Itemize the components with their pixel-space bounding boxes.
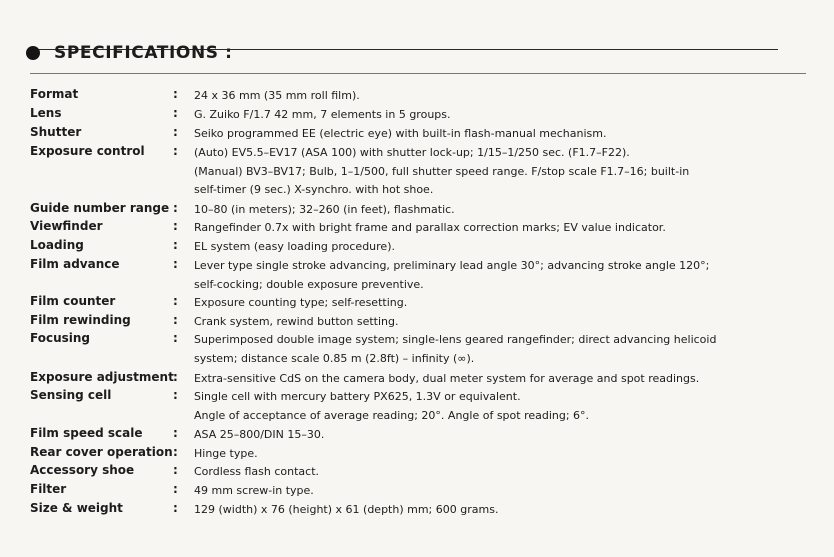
spec-label: Accessory shoe [30,463,135,477]
spec-value: Superimposed double image system; single-lens geared rangefinder; direct advancing helicoid system; distance scale 0.85 m (2.8ft) – infinity (∞). [194,333,717,365]
spec-value: EL system (easy loading procedure). [194,240,395,253]
spec-label: Film speed scale [30,426,143,440]
spec-colon: : [173,331,178,345]
spec-value: Crank system, rewind button setting. [194,315,399,328]
spec-value: Exposure counting type; self-resetting. [194,296,408,309]
spec-colon: : [173,144,178,158]
spec-colon: : [173,388,178,402]
spec-colon: : [173,482,178,496]
bullet-icon [26,46,40,60]
spec-value: 49 mm screw-in type. [194,484,314,497]
spec-colon: : [173,87,178,101]
spec-label: Lens [30,106,62,120]
spec-value: ASA 25–800/DIN 15–30. [194,428,325,441]
spec-colon: : [173,106,178,120]
spec-value: Lever type single stroke advancing, preliminary lead angle 30°; advancing stroke angle 120°; self-cocking; double exposure preventive. [194,259,710,291]
spec-label: Film counter [30,294,116,308]
spec-colon: : [173,294,178,308]
spec-value: Rangefinder 0.7x with bright frame and parallax correction marks; EV value indicator. [194,221,666,234]
spec-value: 10–80 (in meters); 32–260 (in feet), flashmatic. [194,203,455,216]
spec-label: Shutter [30,125,82,139]
spec-value: Hinge type. [194,447,258,460]
spec-colon: : [173,370,178,384]
spec-label: Rear cover operation [30,445,173,459]
spec-value: 129 (width) x 76 (height) x 61 (depth) mm; 600 grams. [194,503,499,516]
spec-colon: : [173,463,178,477]
spec-label: Format [30,87,79,101]
spec-colon: : [173,238,178,252]
spec-label: Guide number range [30,201,170,215]
spec-label: Exposure control [30,144,145,158]
section-header [26,43,233,63]
page-title: SPECIFICATIONS : [54,43,233,63]
spec-value: 24 x 36 mm (35 mm roll film). [194,89,360,102]
spec-label: Size & weight [30,501,123,515]
spec-label: Film advance [30,257,120,271]
spec-value: (Auto) EV5.5–EV17 (ASA 100) with shutter lock-up; 1/15–1/250 sec. (F1.7–F22). (Manual) BV3–BV17; Bulb, 1–1/500, full shutter speed range. F/stop scale F1.7–16; built-in self-timer (9 sec.) X-synchro. with hot shoe. [194,146,690,196]
spec-colon: : [173,219,178,233]
spec-label: Viewfinder [30,219,103,233]
spec-label: Film rewinding [30,313,131,327]
spec-colon: : [173,257,178,271]
spec-label: Filter [30,482,67,496]
spec-value: Cordless flash contact. [194,465,320,478]
spec-value: Extra-sensitive CdS on the camera body, dual meter system for average and spot readings. [194,372,700,385]
spec-colon: : [173,501,178,515]
spec-value: Single cell with mercury battery PX625, 1.3V or equivalent. Angle of acceptance of average reading; 20°. Angle of spot reading; 6°. [194,390,590,422]
spec-label: Sensing cell [30,388,112,402]
spec-value: Seiko programmed EE (electric eye) with built-in flash-manual mechanism. [194,127,607,140]
spec-colon: : [173,445,178,459]
bottom-rule [30,73,806,74]
spec-colon: : [173,426,178,440]
spec-label: Loading [30,238,84,252]
spec-colon: : [173,125,178,139]
spec-label: Exposure adjustment [30,370,174,384]
spec-label: Focusing [30,331,90,345]
spec-value: G. Zuiko F/1.7 42 mm, 7 elements in 5 groups. [194,108,451,121]
spec-colon: : [173,313,178,327]
spec-colon: : [173,201,178,215]
